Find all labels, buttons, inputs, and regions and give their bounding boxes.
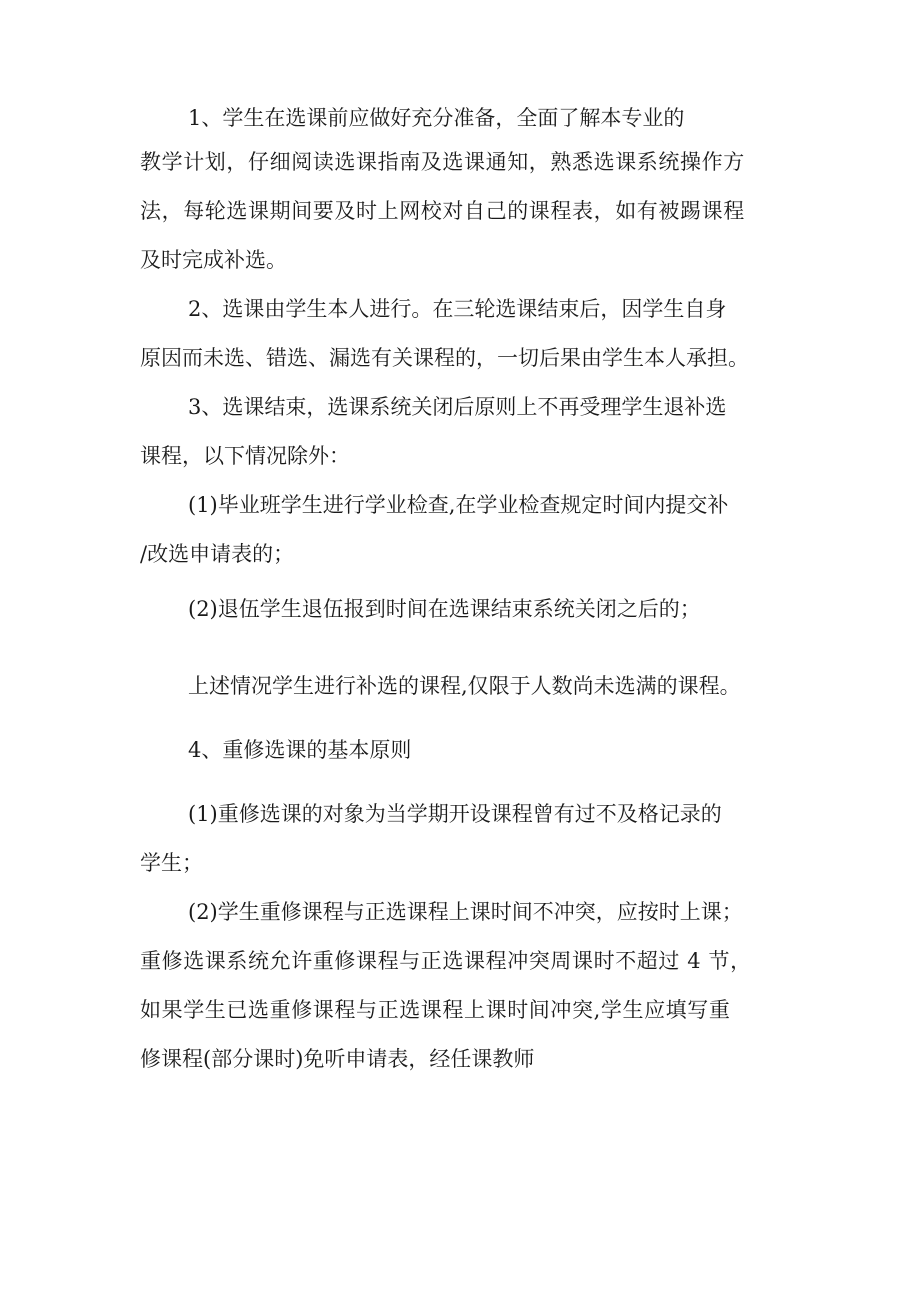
text-line: (2)学生重修课程与正选课程上课时间不冲突，应按时上课； — [188, 900, 743, 924]
text-line: 3、选课结束，选课系统关闭后原则上不再受理学生退补选 — [188, 395, 727, 419]
text-line: 重修选课系统允许重修课程与正选课程冲突周课时不超过 4 节， — [140, 949, 752, 973]
text-line: 学生； — [140, 851, 203, 875]
text-line: 课程，以下情况除外： — [140, 444, 350, 468]
text-line: /改选申请表的； — [140, 542, 295, 566]
text-line: 2、选课由学生本人进行。在三轮选课结束后，因学生自身 — [188, 297, 727, 321]
text-line: 及时完成补选。 — [140, 248, 287, 272]
text-line: (1)重修选课的对象为当学期开设课程曾有过不及格记录的 — [188, 802, 722, 826]
text-line: 上述情况学生进行补选的课程,仅限于人数尚未选满的课程。 — [188, 674, 741, 698]
text-line: 教学计划，仔细阅读选课指南及选课通知，熟悉选课系统操作方 — [140, 150, 745, 174]
text-line: (1)毕业班学生进行学业检查,在学业检查规定时间内提交补 — [188, 493, 729, 517]
text-line: (2)退伍学生退伍报到时间在选课结束系统关闭之后的； — [188, 597, 701, 621]
text-line: 法，每轮选课期间要及时上网校对自己的课程表，如有被踢课程 — [140, 199, 745, 223]
text-line: 4、重修选课的基本原则 — [188, 738, 412, 762]
text-line: 修课程(部分课时)免听申请表，经任课教师 — [140, 1047, 535, 1071]
text-line: 1、学生在选课前应做好充分准备，全面了解本专业的 — [188, 106, 685, 130]
text-line: 原因而未选、错选、漏选有关课程的，一切后果由学生本人承担。 — [140, 346, 749, 370]
text-line: 如果学生已选重修课程与正选课程上课时间冲突,学生应填写重 — [140, 998, 731, 1022]
